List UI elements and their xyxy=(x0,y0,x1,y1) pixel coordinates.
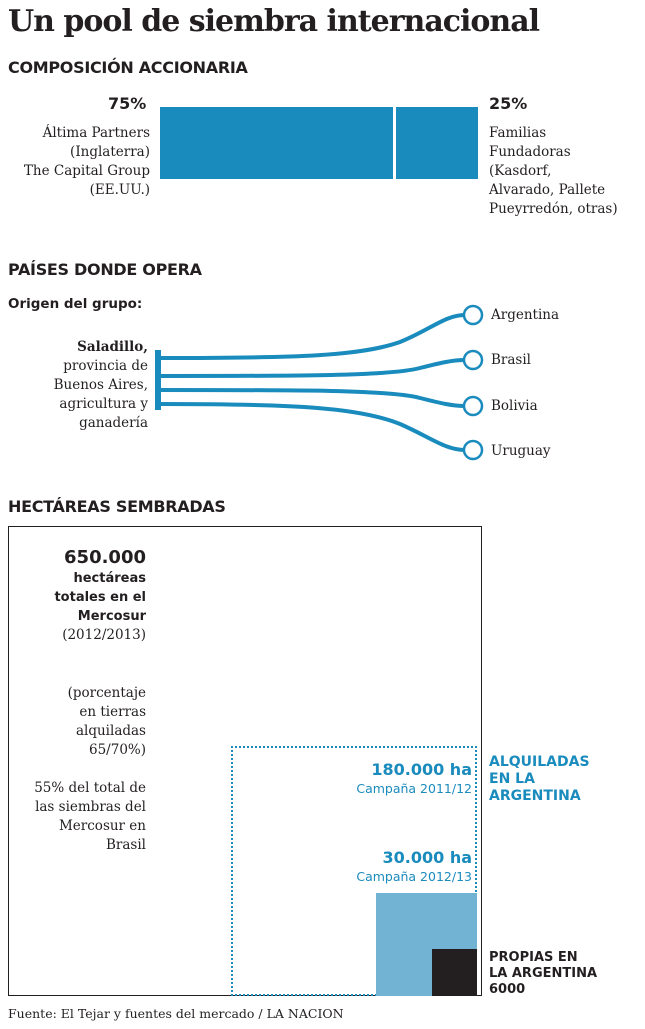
country-brasil: Brasil xyxy=(491,352,531,368)
rented-2011-label xyxy=(300,760,472,797)
right-shareholders xyxy=(489,124,639,219)
owned-land-label xyxy=(489,950,597,998)
left-shareholder-line: (EE.UU.) xyxy=(89,182,150,198)
rented-note-line: alquiladas xyxy=(75,723,146,739)
left-shareholders xyxy=(8,124,150,200)
shareholding-bar xyxy=(160,107,478,179)
right-shareholder-line: Familias xyxy=(489,125,547,141)
rented-2012-campaign: Campaña 2012/13 xyxy=(356,869,472,884)
node-argentina xyxy=(464,306,482,324)
rented-percentage-note xyxy=(20,684,146,760)
left-share-percent: 75% xyxy=(108,94,147,113)
left-shareholder-line: (Inglaterra) xyxy=(70,144,150,160)
owned-label-line: PROPIAS EN xyxy=(489,950,578,965)
rented-2012-label xyxy=(300,848,472,885)
node-bolivia xyxy=(464,397,482,415)
right-shareholder-line: Alvarado, Pallete xyxy=(489,182,606,198)
right-shareholder-line: Fundadoras xyxy=(489,144,571,160)
rented-argentina-label xyxy=(489,754,590,805)
total-hectares-value: 650.000 xyxy=(64,547,146,568)
shareholding-bar-divider xyxy=(393,107,396,179)
source-footer: Fuente: El Tejar y fuentes del mercado / LA NACION xyxy=(8,1006,344,1021)
country-bolivia: Bolivia xyxy=(491,398,538,414)
rented-2011-campaign: Campaña 2011/12 xyxy=(356,781,472,796)
brasil-note-line: Mercosur en xyxy=(58,818,146,834)
connector-uruguay xyxy=(160,404,465,450)
right-shareholder-line: Pueyrredón, otras) xyxy=(489,201,618,217)
total-hectares-line: Mercosur xyxy=(77,609,146,624)
rented-label-line: EN LA xyxy=(489,771,535,787)
brasil-note-line: Brasil xyxy=(106,837,146,853)
node-uruguay xyxy=(464,441,482,459)
brasil-note-line: 55% del total de xyxy=(34,780,146,796)
rented-label-line: ALQUILADAS xyxy=(489,754,590,770)
rented-label-line: ARGENTINA xyxy=(489,788,581,804)
country-uruguay: Uruguay xyxy=(491,443,551,459)
rented-2012-value: 30.000 ha xyxy=(382,848,472,867)
connector-brasil xyxy=(160,360,465,376)
total-hectares-period: (2012/2013) xyxy=(62,627,146,643)
rented-note-line: 65/70%) xyxy=(89,742,146,758)
hectares-heading: HECTÁREAS SEMBRADAS xyxy=(8,497,226,516)
page-title: Un pool de siembra internacional xyxy=(8,4,540,39)
brasil-share-note xyxy=(20,779,146,855)
rented-note-line: en tierras xyxy=(79,704,146,720)
total-hectares-label xyxy=(20,547,146,645)
origin-line: provincia de xyxy=(63,358,148,374)
country-argentina: Argentina xyxy=(491,307,560,323)
node-brasil xyxy=(464,351,482,369)
left-shareholder-line: The Capital Group xyxy=(23,163,150,179)
origin-line: Buenos Aires, xyxy=(53,377,148,393)
owned-label-line: 6000 xyxy=(489,982,526,997)
origin-line: ganadería xyxy=(79,415,148,431)
origin-label: Origen del grupo: xyxy=(8,296,143,312)
countries-heading: PAÍSES DONDE OPERA xyxy=(8,260,202,279)
right-share-percent: 25% xyxy=(489,94,528,113)
total-hectares-line: totales en el xyxy=(54,590,146,605)
origin-place: Saladillo, xyxy=(77,339,148,355)
right-shareholder-line: (Kasdorf, xyxy=(489,163,552,179)
connector-argentina xyxy=(160,315,465,358)
owned-land-box xyxy=(432,949,477,996)
brasil-note-line: las siembras del xyxy=(35,799,146,815)
rented-note-line: (porcentaje xyxy=(67,685,146,701)
total-hectares-line: hectáreas xyxy=(73,571,146,586)
origin-line: agricultura y xyxy=(59,396,148,412)
owned-label-line: LA ARGENTINA xyxy=(489,966,598,981)
left-shareholder-line: Áltima Partners xyxy=(42,125,150,141)
composition-heading: COMPOSICIÓN ACCIONARIA xyxy=(8,58,248,77)
rented-2011-value: 180.000 ha xyxy=(371,760,472,779)
